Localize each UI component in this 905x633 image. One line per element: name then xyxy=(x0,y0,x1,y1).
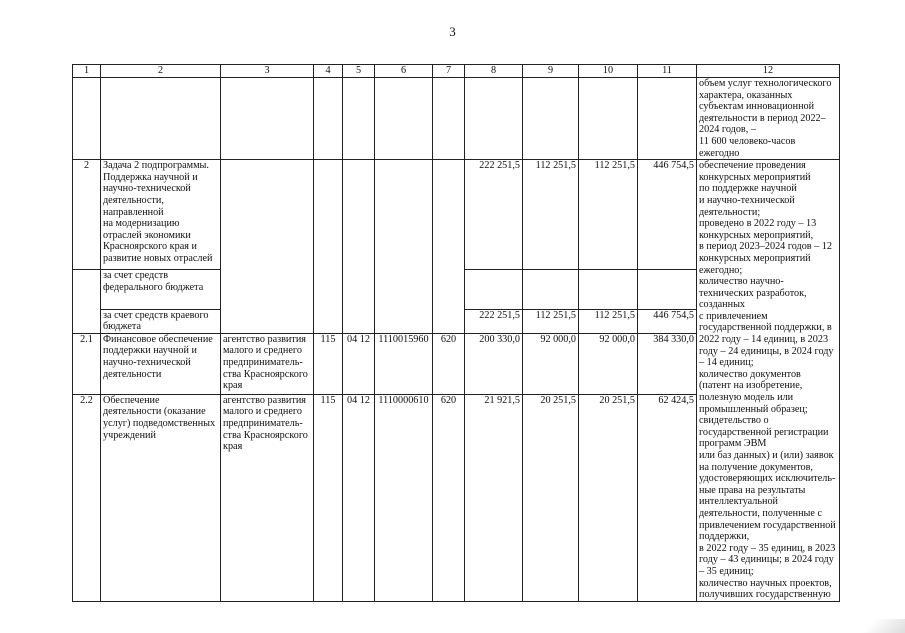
program-table xyxy=(72,64,840,602)
table-row xyxy=(73,160,840,270)
task-name: Задача 2 подпрограммы. Поддержка научной и научно-технической деятельности, направленной на модернизацию отраслей экономики Красноярского края и развитие новых отраслей xyxy=(101,160,221,270)
value-2023: 112 251,5 xyxy=(523,309,579,333)
csr-code: 1110000610 xyxy=(375,394,433,601)
value-2023: 112 251,5 xyxy=(523,160,579,270)
value-2024: 112 251,5 xyxy=(579,160,638,270)
value-2022: 222 251,5 xyxy=(465,309,523,333)
page-number: 3 xyxy=(449,24,456,39)
value-total: 446 754,5 xyxy=(638,160,697,270)
header-row xyxy=(73,65,840,78)
value-2022: 222 251,5 xyxy=(465,160,523,270)
value-2024: 112 251,5 xyxy=(579,309,638,333)
rzpr-code: 04 12 xyxy=(343,394,375,601)
header-col-1: 1 xyxy=(73,65,101,78)
row-number: 2.1 xyxy=(73,333,101,394)
agency-name: агентство развития малого и среднего предприниматель- ства Красноярского края xyxy=(221,394,314,601)
value-2024: 20 251,5 xyxy=(579,394,638,601)
federal-budget-label: за счет средств федерального бюджета xyxy=(101,270,221,309)
header-col-12: 12 xyxy=(697,65,840,78)
activity-name: Финансовое обеспечение поддержки научной и научно-технической деятельности xyxy=(101,333,221,394)
rzpr-code: 04 12 xyxy=(343,333,375,394)
value-2022: 200 330,0 xyxy=(465,333,523,394)
value-total: 446 754,5 xyxy=(638,309,697,333)
value-2023: 20 251,5 xyxy=(523,394,579,601)
grbs-code: 115 xyxy=(314,333,343,394)
agency-name: агентство развития малого и среднего предприниматель- ства Красноярского края xyxy=(221,333,314,394)
header-col-10: 10 xyxy=(579,65,638,78)
row-number: 2 xyxy=(73,160,101,270)
csr-code: 1110015960 xyxy=(375,333,433,394)
grbs-code: 115 xyxy=(314,394,343,601)
value-total: 62 424,5 xyxy=(638,394,697,601)
header-col-6: 6 xyxy=(375,65,433,78)
header-col-7: 7 xyxy=(433,65,465,78)
scan-edge-shadow xyxy=(845,619,905,633)
regional-budget-label: за счет средств краевого бюджета xyxy=(101,309,221,333)
value-2022: 21 921,5 xyxy=(465,394,523,601)
header-col-5: 5 xyxy=(343,65,375,78)
header-col-8: 8 xyxy=(465,65,523,78)
header-col-2: 2 xyxy=(101,65,221,78)
table-row xyxy=(73,78,840,160)
value-2023: 92 000,0 xyxy=(523,333,579,394)
value-total: 384 330,0 xyxy=(638,333,697,394)
header-col-3: 3 xyxy=(221,65,314,78)
result-text-continued: объем услуг технологического характера, оказанных субъектам инновационной деятельности в период 2022–2024 годов, – 11 600 человеко-часов ежегодно xyxy=(697,78,840,160)
header-col-11: 11 xyxy=(638,65,697,78)
header-col-9: 9 xyxy=(523,65,579,78)
header-col-4: 4 xyxy=(314,65,343,78)
activity-name: Обеспечение деятельности (оказание услуг) подведомственных учреждений xyxy=(101,394,221,601)
vr-code: 620 xyxy=(433,394,465,601)
row-number: 2.2 xyxy=(73,394,101,601)
value-2024: 92 000,0 xyxy=(579,333,638,394)
result-text: обеспечение проведения конкурсных мероприятий по поддержке научной и научно-технической деятельности; проведено в 2022 году – 13 конкурсных мероприятий, в период 2023–2024 годов – 12 конкурсных мероприятий ежегодно; количество научно-технических разработок, созданных с привлечением государственной поддержки, в 2022 году – 14 единиц, в 2023 году – 24 единицы, в 2024 году – 14 единиц; количество документов (патент на изобретение, полезную модель или промышленный образец; свидетельство о государственной регистрации программ ЭВМ или баз данных) и (или) заявок на получение документов, удостоверяющих исключитель-ные права на результаты интеллектуальной деятельности, полученные с привлечением государственной поддержки, в 2022 году – 35 единиц, в 2023 году – 43 единицы; в 2024 году – 35 единиц; количество научных проектов, получивших государственную xyxy=(697,160,840,602)
vr-code: 620 xyxy=(433,333,465,394)
